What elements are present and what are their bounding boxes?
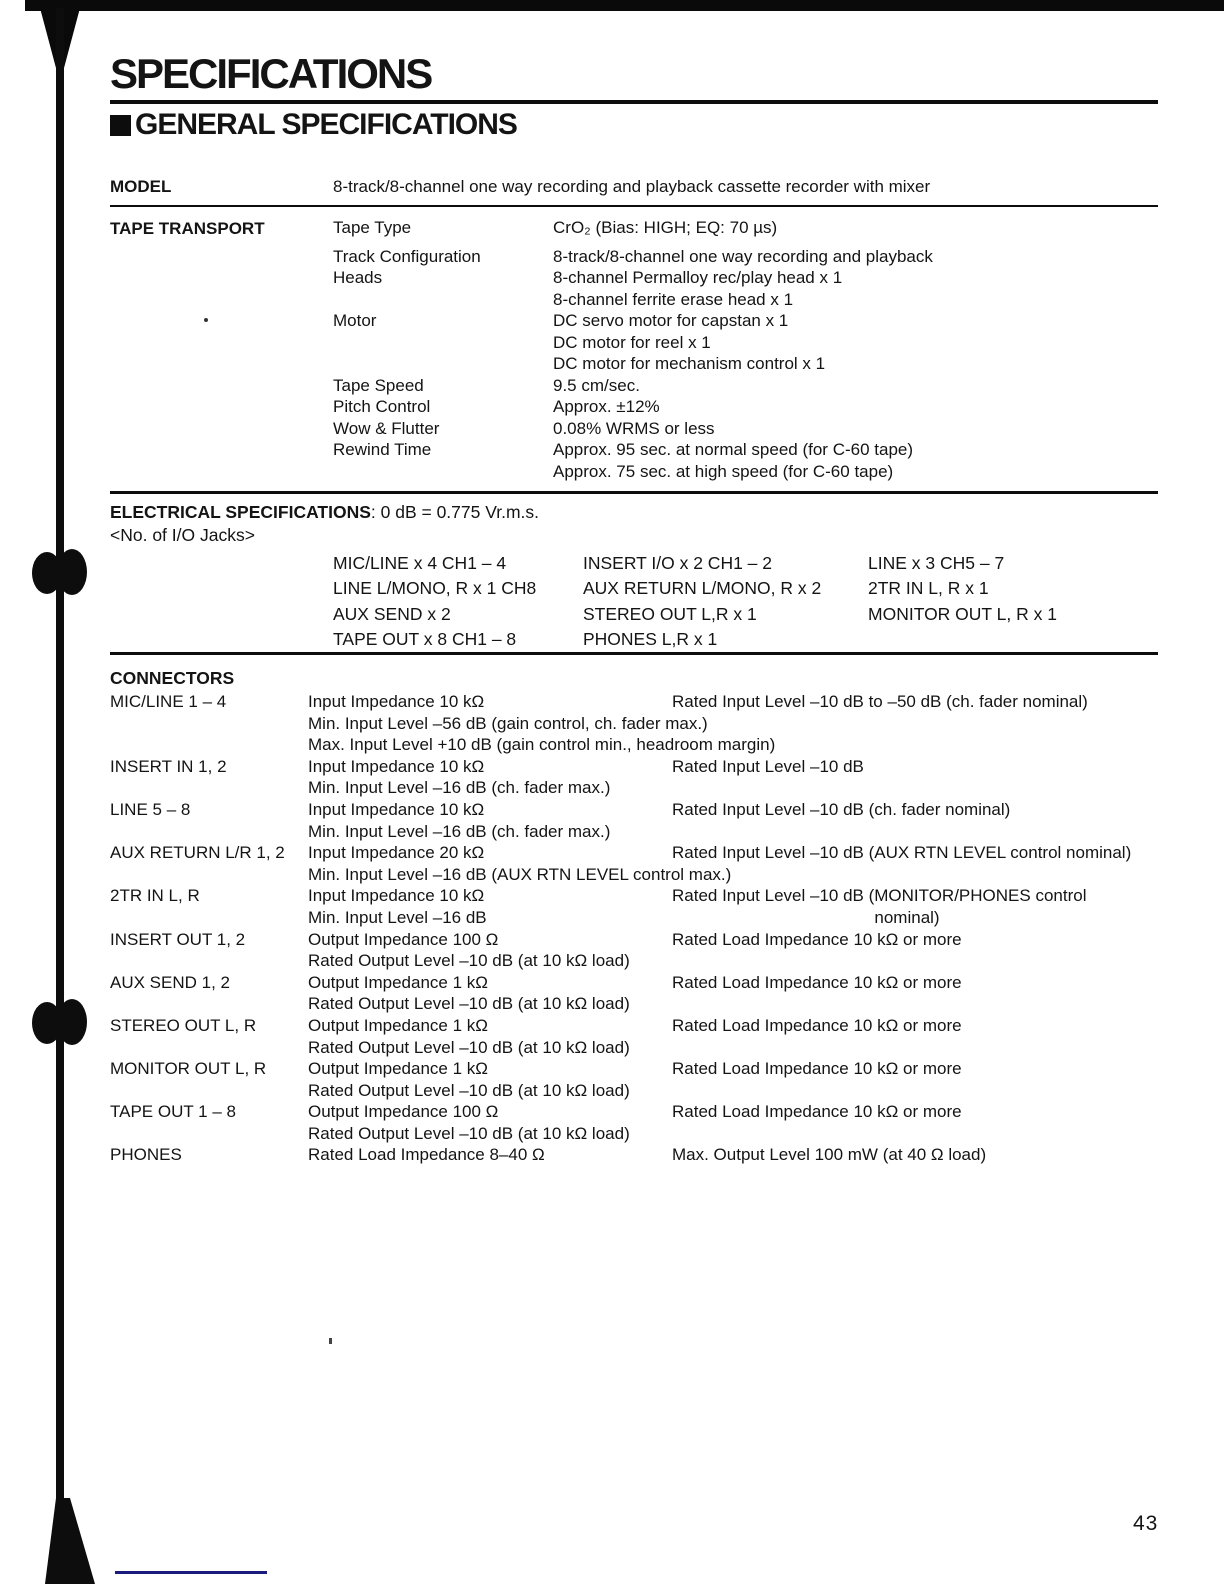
spec-value: 8-track/8-channel one way recording and playback: [553, 246, 933, 266]
connector-spec-left: Input Impedance 10 kΩ: [308, 692, 485, 711]
connector-spec-right: [672, 993, 1170, 1015]
connectors-table: [110, 691, 1170, 1166]
connector-label: [110, 907, 308, 929]
spec-name: Tape Type: [333, 218, 412, 237]
io-jack-entry: LINE x 3 CH5 – 7: [868, 553, 1005, 573]
page-binding-edge-line: [56, 8, 64, 1574]
spec-row: [333, 246, 1160, 268]
connector-label: [110, 1123, 308, 1145]
connector-spec-right: Rated Load Impedance 10 kΩ or more: [672, 972, 962, 992]
connector-line: [110, 713, 1170, 735]
connector-spec-right: Max. Output Level 100 mW (at 40 Ω load): [672, 1145, 987, 1165]
connector-spec-left: Output Impedance 100 Ω: [308, 929, 499, 949]
connector-line: [110, 777, 1170, 799]
connector-spec-left: Min. Input Level –16 dB: [308, 907, 487, 927]
connector-label: [110, 864, 308, 886]
spec-values: [553, 396, 1160, 418]
connector-spec-left: Min. Input Level –56 dB (gain control, ch. fader max.): [308, 713, 708, 733]
spec-value: Approx. ±12%: [553, 397, 660, 416]
connector-spec-left: Output Impedance 1 kΩ: [308, 1015, 488, 1035]
page-edge-foot: [45, 1498, 95, 1584]
connector-spec-left: Input Impedance 10 kΩ: [308, 886, 485, 906]
spec-name: Motor: [333, 311, 377, 330]
connector-label: [110, 950, 308, 972]
spec-values: [553, 418, 1160, 440]
connector-line: [110, 821, 1170, 843]
section-marker-icon: [110, 115, 131, 136]
spec-row: [333, 267, 1160, 310]
spec-value: 8-channel Permalloy rec/play head x 1: [553, 268, 843, 287]
connector-spec-right: [672, 1080, 1170, 1102]
spec-value: CrO₂ (Bias: HIGH; EQ: 70 µs): [553, 218, 778, 237]
spec-name: Heads: [333, 268, 383, 287]
io-jack-entry: 2TR IN L, R x 1: [868, 578, 989, 599]
connector-line: [110, 799, 1170, 821]
electrical-heading-rest: : 0 dB = 0.775 Vr.m.s.: [370, 502, 540, 522]
connector-spec-right: [672, 713, 1170, 735]
binding-ring-icon: [57, 549, 87, 595]
connector-line: [110, 950, 1170, 972]
connector-line: [110, 1037, 1170, 1059]
spec-value: DC motor for mechanism control x 1: [553, 354, 826, 373]
scan-top-edge: [25, 0, 1224, 11]
spec-values: [553, 267, 1160, 310]
divider: [110, 652, 1158, 655]
connector-spec-right: [672, 864, 1170, 886]
io-jack-entry: AUX SEND x 2: [333, 603, 451, 624]
connector-spec-left: Output Impedance 1 kΩ: [308, 1059, 488, 1079]
spec-value: 0.08% WRMS or less: [553, 418, 715, 438]
spec-value: 9.5 cm/sec.: [553, 375, 640, 395]
connector-spec-left: Input Impedance 10 kΩ: [308, 799, 485, 819]
connector-spec-right: Rated Input Level –10 dB (MONITOR/PHONES control: [672, 886, 1087, 906]
spec-values: [553, 439, 1160, 482]
io-jack-entry: PHONES L,R x 1: [583, 628, 718, 649]
connector-spec-right: Rated Input Level –10 dB (ch. fader nominal): [672, 799, 1011, 819]
spec-row: [333, 396, 1160, 418]
connector-spec-left: Input Impedance 10 kΩ: [308, 756, 485, 776]
connector-line: [110, 842, 1170, 864]
connector-label: PHONES: [110, 1145, 182, 1165]
spec-value: DC servo motor for capstan x 1: [553, 311, 789, 330]
connector-spec-left: Rated Output Level –10 dB (at 10 kΩ load): [308, 951, 630, 971]
connector-spec-left: Min. Input Level –16 dB (ch. fader max.): [308, 821, 611, 841]
connector-spec-left: Rated Output Level –10 dB (at 10 kΩ load): [308, 994, 630, 1014]
spec-value: Approx. 75 sec. at high speed (for C-60 tape): [553, 461, 894, 481]
io-jack-entry: AUX RETURN L/MONO, R x 2: [583, 578, 822, 599]
connector-spec-left: Rated Load Impedance 8–40 Ω: [308, 1145, 545, 1165]
connector-line: [110, 1144, 1170, 1166]
connector-label: [110, 1080, 308, 1102]
connector-label: INSERT OUT 1, 2: [110, 929, 246, 949]
connector-label: [110, 713, 308, 735]
spec-name: Track Configuration: [333, 246, 481, 266]
connector-label: MONITOR OUT L, R: [110, 1059, 267, 1079]
connector-spec-left: Rated Output Level –10 dB (at 10 kΩ load): [308, 1037, 630, 1057]
connector-spec-left: Rated Output Level –10 dB (at 10 kΩ load): [308, 1080, 630, 1100]
divider: [110, 205, 1158, 207]
spec-name: Rewind Time: [333, 440, 432, 459]
connector-spec-right: Rated Load Impedance 10 kΩ or more: [672, 1102, 962, 1122]
connector-spec-right: [672, 734, 1170, 756]
spec-values: [553, 246, 1160, 268]
electrical-heading-bold: ELECTRICAL SPECIFICATIONS: [110, 502, 371, 522]
connector-label: [110, 777, 308, 799]
connector-label: TAPE OUT 1 – 8: [110, 1102, 236, 1122]
connector-line: [110, 734, 1170, 756]
connector-spec-left: Input Impedance 20 kΩ: [308, 843, 485, 863]
connector-spec-right: [672, 777, 1170, 799]
io-jack-entry: INSERT I/O x 2 CH1 – 2: [583, 553, 773, 573]
binding-ring-icon: [57, 999, 87, 1045]
spec-value: DC motor for reel x 1: [553, 332, 711, 352]
connector-spec-right: [672, 950, 1170, 972]
tape-transport-label: TAPE TRANSPORT: [110, 219, 265, 238]
connector-line: [110, 1015, 1170, 1037]
io-jacks-table: [333, 551, 1160, 652]
connector-spec-right: [672, 1037, 1170, 1059]
connector-line: [110, 993, 1170, 1015]
connector-line: [110, 864, 1170, 886]
connector-label: [110, 734, 308, 756]
spec-value: 8-channel ferrite erase head x 1: [553, 289, 794, 309]
connector-spec-left: Output Impedance 100 Ω: [308, 1102, 499, 1122]
scan-artifact-dot: [204, 318, 208, 322]
connectors-heading: CONNECTORS: [110, 668, 235, 688]
io-jack-entry: MIC/LINE x 4 CH1 – 4: [333, 553, 507, 573]
connector-line: [110, 1058, 1170, 1080]
electrical-heading: [110, 502, 539, 523]
spec-values: [553, 310, 1160, 375]
spec-row: [333, 439, 1160, 482]
spec-values: [553, 217, 1160, 239]
spec-row: [333, 217, 1160, 239]
connector-spec-right: Rated Input Level –10 dB: [672, 756, 864, 776]
page-title: SPECIFICATIONS: [110, 50, 432, 97]
model-label: MODEL: [110, 177, 172, 196]
connector-spec-right: [672, 821, 1170, 843]
connector-spec-right: nominal): [874, 907, 940, 927]
spec-row: [333, 375, 1160, 397]
model-value: 8-track/8-channel one way recording and playback cassette recorder with mixer: [333, 177, 931, 196]
connector-spec-left: Output Impedance 1 kΩ: [308, 972, 488, 992]
connector-spec-right: Rated Load Impedance 10 kΩ or more: [672, 1059, 962, 1079]
connector-label: AUX SEND 1, 2: [110, 972, 230, 992]
model-row: [110, 176, 1160, 197]
spec-row: [333, 418, 1160, 440]
io-jack-entry: TAPE OUT x 8 CH1 – 8: [333, 628, 517, 649]
spec-values: [553, 375, 1160, 397]
io-jack-entry: MONITOR OUT L, R x 1: [868, 603, 1057, 624]
connector-label: MIC/LINE 1 – 4: [110, 692, 227, 711]
connector-spec-right: Rated Input Level –10 dB (AUX RTN LEVEL control nominal): [672, 843, 1132, 863]
connector-line: [110, 1101, 1170, 1123]
connector-line: [110, 885, 1170, 907]
connector-spec-right: Rated Load Impedance 10 kΩ or more: [672, 929, 962, 949]
bottom-scan-line: [115, 1571, 267, 1574]
tape-transport-table: [333, 217, 1160, 482]
scan-artifact-dot: [329, 1338, 332, 1344]
connector-line: [110, 972, 1170, 994]
connector-label: INSERT IN 1, 2: [110, 756, 227, 776]
connector-line: [110, 691, 1170, 713]
divider: [110, 491, 1158, 494]
divider: [110, 100, 1158, 104]
connector-line: [110, 756, 1170, 778]
connector-line: [110, 929, 1170, 951]
connector-spec-right: [672, 1123, 1170, 1145]
connector-label: STEREO OUT L, R: [110, 1015, 257, 1035]
section-heading: [110, 108, 517, 142]
connector-spec-left: Min. Input Level –16 dB (AUX RTN LEVEL control max.): [308, 864, 732, 884]
io-jacks-column: [583, 551, 868, 652]
connector-label: [110, 821, 308, 843]
connector-label: LINE 5 – 8: [110, 799, 191, 819]
io-jacks-column: [868, 551, 1160, 652]
section-heading-label: GENERAL SPECIFICATIONS: [135, 108, 517, 141]
spec-value: Approx. 95 sec. at normal speed (for C-60 tape): [553, 440, 914, 459]
connector-label: [110, 993, 308, 1015]
io-jack-entry: LINE L/MONO, R x 1 CH8: [333, 578, 537, 599]
io-jacks-column: [333, 551, 583, 652]
page-number: 43: [1133, 1512, 1159, 1535]
connector-line: [110, 1080, 1170, 1102]
connector-spec-right: Rated Load Impedance 10 kΩ or more: [672, 1015, 962, 1035]
connector-label: AUX RETURN L/R 1, 2: [110, 843, 285, 863]
connector-spec-left: Max. Input Level +10 dB (gain control min., headroom margin): [308, 735, 776, 755]
connector-line: [110, 1123, 1170, 1145]
spec-row: [333, 310, 1160, 375]
connector-label: [110, 1037, 308, 1059]
connector-spec-right: Rated Input Level –10 dB to –50 dB (ch. fader nominal): [672, 692, 1088, 711]
connector-spec-left: Rated Output Level –10 dB (at 10 kΩ load): [308, 1123, 630, 1143]
connector-label: 2TR IN L, R: [110, 886, 200, 906]
spec-name: Wow & Flutter: [333, 418, 440, 438]
io-jack-entry: STEREO OUT L,R x 1: [583, 603, 757, 624]
io-jacks-label: <No. of I/O Jacks>: [110, 525, 255, 545]
spec-name: Tape Speed: [333, 375, 424, 395]
connector-spec-left: Min. Input Level –16 dB (ch. fader max.): [308, 778, 611, 798]
connector-line: [110, 907, 1170, 929]
spec-name: Pitch Control: [333, 397, 431, 416]
